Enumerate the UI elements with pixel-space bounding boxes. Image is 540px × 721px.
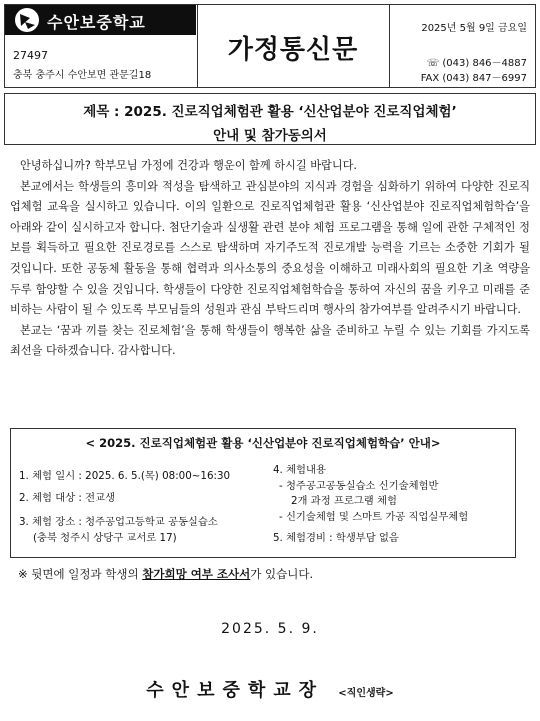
subject-box — [4, 93, 536, 145]
school-info-cell — [5, 5, 198, 87]
letter-body — [10, 156, 530, 362]
document-title: 가정통신문 — [227, 35, 359, 65]
info-content-2: - 신기술체험 및 스마트 가공 직업실무체험 — [279, 511, 469, 523]
info-target: 2. 체험 대상 : 전교생 — [19, 492, 116, 504]
school-name-bar — [5, 5, 196, 35]
program-info-box — [10, 428, 516, 558]
program-info-title: < 2025. 진로직업체험관 활용 ‘신산업분야 진로직업체험학습’ 안내> — [85, 436, 441, 450]
issue-date: 2025년 5월 9일 금요일 — [421, 23, 527, 34]
subject-line-2: 안내 및 참가동의서 — [213, 128, 327, 144]
school-logo-icon — [15, 8, 39, 32]
contact-cell — [389, 5, 535, 87]
note-prefix: ※ 뒷면에 일정과 학생의 — [18, 567, 143, 581]
note-survey-emphasis: 참가희망 여부 조사서 — [142, 567, 251, 581]
info-cost: 5. 체험경비 : 학생부담 없음 — [273, 532, 399, 544]
closing-paragraph: 본교는 ‘꿈과 끼를 찾는 진로체험’을 통해 학생들이 행복한 삶을 준비하고 누릴 수 있는 기회를 가지도록 최선을 다하겠습니다. 감사합니다. — [10, 323, 530, 358]
fax: FAX (043) 847－6997 — [420, 73, 527, 84]
note-suffix: 가 있습니다. — [250, 567, 314, 581]
info-content-heading: 4. 체험내용 — [273, 464, 326, 476]
letter-header — [4, 4, 536, 88]
info-content-1b: 2개 과정 프로그램 체험 — [291, 495, 397, 507]
seal-omitted: <직인생략> — [338, 688, 394, 699]
greeting-paragraph: 안녕하십니까? 학부모님 가정에 건강과 행운이 함께 하시길 바랍니다. — [20, 159, 357, 172]
title-cell — [197, 5, 390, 87]
school-address: 충북 충주시 수안보면 관문길18 — [13, 70, 152, 81]
principal-signature — [0, 676, 540, 702]
back-page-note — [18, 566, 313, 582]
school-name: 수안보중학교 — [47, 13, 146, 32]
info-content-1: - 청주공고공동실습소 신기술체험반 — [279, 480, 439, 492]
main-paragraph: 본교에서는 학생들의 흥미와 적성을 탐색하고 관심분야의 지식과 경험을 심화하기 위하여 다양한 진로직업체험 교육을 실시하고 있습니다. 이의 일환으로 진로직업체험관 활용 ‘신산업분야 진로직업체험학습’을 아래와 같이 실시하고자 합니다. 첨단기술과 실생활 관련 분야 체험 프로그램을 통해 일에 관한 구체적인 정보를 획득하고 필요한 진로경로를 스스로 탐색하며 자기주도적 진로개발 능력을 기르는 소중한 기회가 될 것입니다. 또한 공동체 활동을 통해 협력과 의사소통의 중요성을 이해하고 미래사회의 필요한 기초 역량을 두루 함양할 수 있을 것입니다. 학생들이 다양한 진로직업체험학습을 통하여 자신의 꿈을 키우고 미래를 준비하는 사람이 될 수 있도록 부모님들의 성원과 관심 부탁드리며 행사의 참가여부를 알려주시기 바랍니다. — [10, 179, 530, 317]
subject-line-1: 제목 : 2025. 진로직업체험관 활용 ‘신산업분야 진로직업체험’ — [83, 104, 457, 120]
principal-title: 수안보중학교장 — [146, 680, 325, 701]
info-location: 3. 체험 장소 : 청주공업고등학교 공동실습소 — [19, 516, 218, 528]
info-datetime: 1. 체험 일시 : 2025. 6. 5.(목) 08:00~16:30 — [19, 470, 231, 482]
signature-date: 2025. 5. 9. — [221, 621, 319, 637]
info-location-address: (충북 청주시 상당구 교서로 17) — [33, 532, 177, 544]
zip-code: 27497 — [13, 49, 48, 62]
telephone: ☏ (043) 846－4887 — [426, 58, 527, 69]
